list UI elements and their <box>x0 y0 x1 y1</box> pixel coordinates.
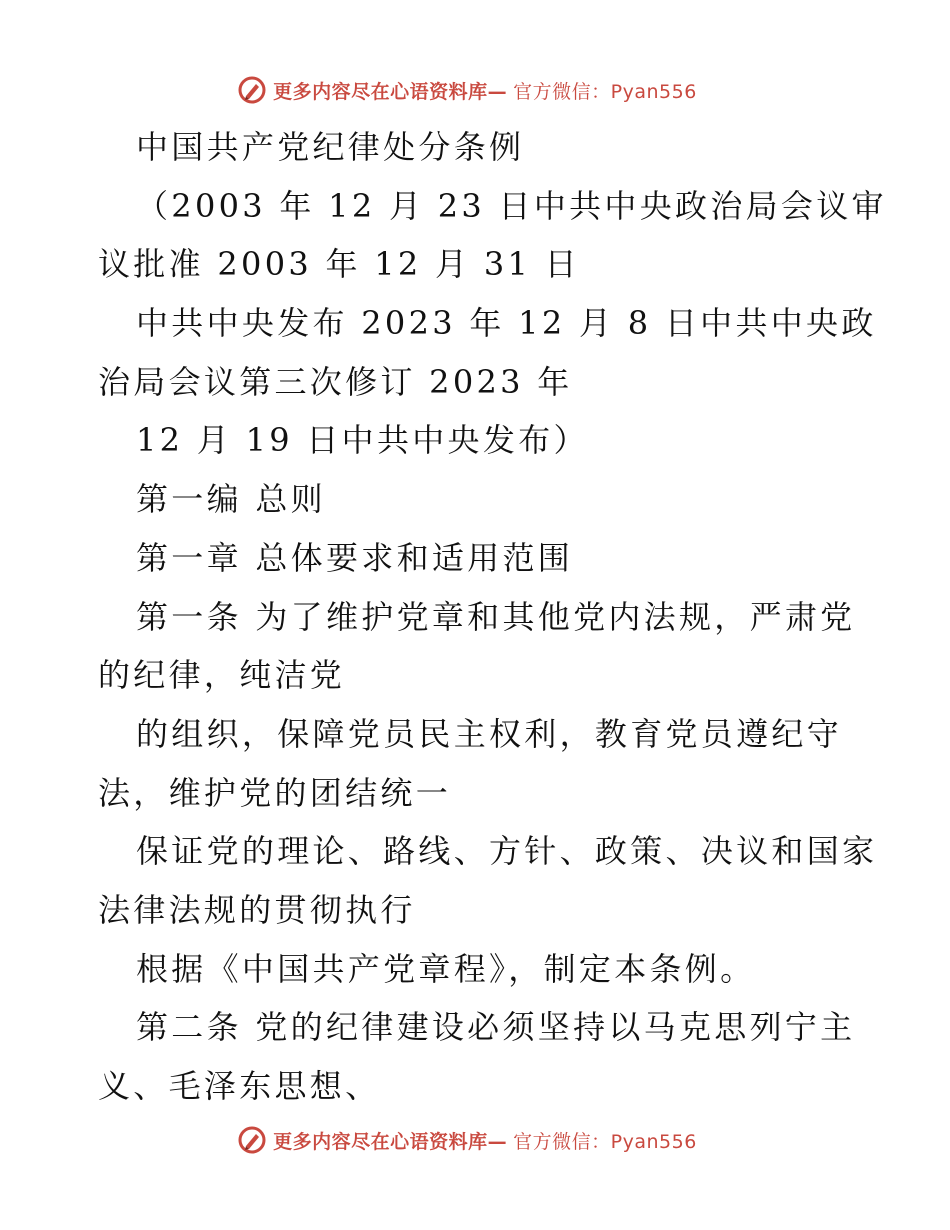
text-line: （2003 年 12 月 23 日中共中央政治局会议审 <box>136 186 887 225</box>
text-line: 法，维护党的团结统一 <box>98 773 452 812</box>
text-line: 议批准 2003 年 12 月 31 日 <box>98 245 580 284</box>
text-line: 的组织，保障党员民主权利，教育党员遵纪守 <box>136 714 843 753</box>
text-line: 法律法规的贯彻执行 <box>98 890 416 929</box>
header-watermark <box>0 70 950 110</box>
text-line: 第一章 总体要求和适用范围 <box>136 538 574 577</box>
text-line: 义、毛泽东思想、 <box>98 1067 381 1105</box>
text-line: 第二条 党的纪律建设必须坚持以马克思列宁主 <box>136 1008 856 1047</box>
watermark-contact: 官方微信：Pyan556 <box>513 1130 697 1153</box>
text-line: 第一条 为了维护党章和其他党内法规，严肃党 <box>136 597 856 636</box>
text-line: 第一编 总则 <box>136 480 326 519</box>
watermark-text: 更多内容尽在心语资料库— <box>273 80 508 103</box>
watermark-text: 更多内容尽在心语资料库— <box>273 1130 508 1153</box>
text-line: 中国共产党纪律处分条例 <box>136 128 525 166</box>
footer-watermark <box>0 1120 950 1160</box>
document-body <box>98 118 887 1116</box>
pen-circle-logo-icon <box>237 75 267 105</box>
text-line: 保证党的理论、路线、方针、政策、决议和国家 <box>136 832 878 871</box>
watermark-contact: 官方微信：Pyan556 <box>513 80 697 103</box>
text-line: 12 月 19 日中共中央发布） <box>136 421 589 460</box>
text-line: 中共中央发布 2023 年 12 月 8 日中共中央政 <box>136 304 877 343</box>
pen-circle-logo-icon <box>237 1125 267 1155</box>
text-line: 治局会议第三次修订 2023 年 <box>98 362 573 401</box>
text-line: 的纪律，纯洁党 <box>98 656 346 695</box>
text-line: 根据《中国共产党章程》，制定本条例。 <box>136 949 756 988</box>
